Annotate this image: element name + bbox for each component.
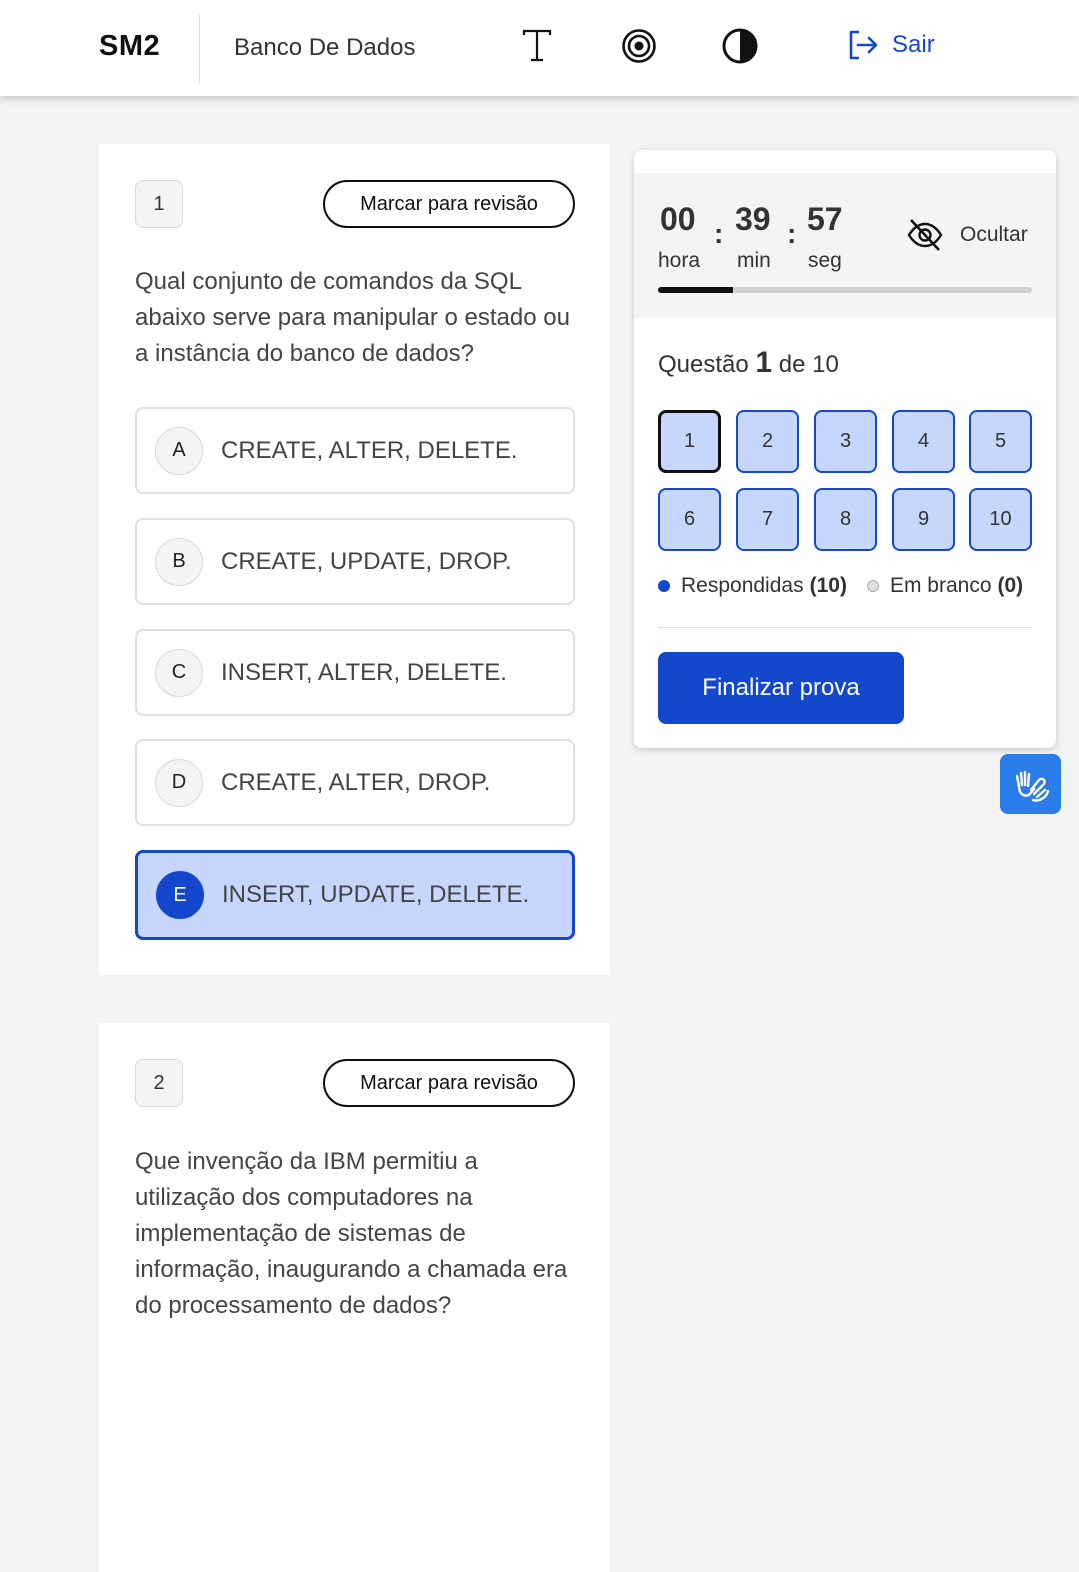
answered-count: (10) (809, 574, 847, 597)
option-text: CREATE, UPDATE, DROP. (221, 547, 512, 575)
question-nav-button[interactable]: 1 (658, 410, 721, 473)
question-nav-button[interactable]: 6 (658, 488, 721, 551)
timer-separator: : (714, 218, 724, 249)
hide-timer-button[interactable] (906, 218, 1028, 252)
option-text: INSERT, ALTER, DELETE. (221, 658, 507, 686)
finish-exam-button[interactable]: Finalizar prova (658, 652, 904, 724)
timer-hours-label: hora (658, 249, 701, 272)
logout-icon (846, 28, 880, 62)
target-icon[interactable] (619, 26, 659, 66)
option-text: INSERT, UPDATE, DELETE. (222, 881, 530, 908)
option-letter: C (155, 649, 203, 697)
header-divider (199, 14, 200, 84)
question-nav-button[interactable]: 5 (969, 410, 1032, 473)
question-nav-button[interactable]: 2 (736, 410, 799, 473)
font-size-icon[interactable] (517, 26, 557, 66)
option-e[interactable] (135, 850, 575, 940)
answered-label: Respondidas (681, 574, 804, 597)
timer-seconds: 57 (807, 201, 843, 237)
question-nav-button[interactable]: 4 (892, 410, 955, 473)
mark-for-review-button[interactable]: Marcar para revisão (323, 180, 575, 228)
option-a[interactable] (135, 407, 575, 494)
question-number: 2 (135, 1059, 183, 1107)
eye-off-icon (906, 218, 944, 252)
logout-button[interactable] (846, 28, 935, 62)
counter-prefix: Questão (658, 351, 749, 378)
option-b[interactable] (135, 518, 575, 605)
question-card-1 (99, 144, 610, 975)
panel-divider (658, 627, 1032, 628)
question-text: Qual conjunto de comandos da SQL abaixo serve para manipular o estado ou a instância do banco de dados? (135, 268, 570, 367)
question-number: 1 (135, 180, 183, 228)
logout-label: Sair (892, 31, 935, 58)
option-text: CREATE, ALTER, DELETE. (221, 436, 518, 464)
course-title: Banco De Dados (234, 34, 416, 61)
timer-seconds-label: seg (808, 249, 842, 272)
answered-dot-icon (658, 580, 670, 592)
question-text: Que invenção da IBM permitiu a utilização dos computadores na implementação de sistemas de informação, inaugurando a chamada era do processamento de dados? (135, 1148, 568, 1319)
option-c[interactable] (135, 629, 575, 716)
sign-language-icon (1011, 764, 1051, 804)
timer-separator: : (787, 218, 797, 249)
option-letter: D (155, 759, 203, 807)
option-letter: E (156, 871, 204, 919)
question-card-2 (99, 1023, 610, 1572)
timer (634, 173, 1056, 318)
question-nav-button[interactable]: 8 (814, 488, 877, 551)
question-nav-button[interactable]: 7 (736, 488, 799, 551)
option-text: CREATE, ALTER, DROP. (221, 768, 491, 796)
option-letter: B (155, 538, 203, 586)
hide-timer-label: Ocultar (960, 223, 1028, 246)
blank-dot-icon (867, 580, 879, 592)
timer-hours: 00 (660, 201, 696, 237)
exam-panel (634, 150, 1056, 748)
counter-current: 1 (755, 346, 773, 379)
timer-minutes-label: min (737, 249, 771, 272)
top-header (0, 0, 1079, 96)
question-nav-button[interactable]: 3 (814, 410, 877, 473)
contrast-icon[interactable] (720, 26, 760, 66)
question-nav-button[interactable]: 10 (969, 488, 1032, 551)
time-progress-bar (658, 287, 1032, 293)
counter-suffix: de 10 (778, 351, 839, 378)
sign-language-button[interactable] (1000, 754, 1061, 814)
option-d[interactable] (135, 739, 575, 826)
question-nav-button[interactable]: 9 (892, 488, 955, 551)
blank-count: (0) (997, 574, 1024, 597)
blank-label: Em branco (889, 574, 992, 597)
option-letter: A (155, 427, 203, 475)
timer-minutes: 39 (735, 201, 771, 237)
time-progress-fill (658, 287, 733, 293)
app-logo: SM2 (99, 30, 161, 62)
mark-for-review-button[interactable]: Marcar para revisão (323, 1059, 575, 1107)
question-counter (658, 346, 839, 380)
status-legend (658, 574, 1023, 598)
